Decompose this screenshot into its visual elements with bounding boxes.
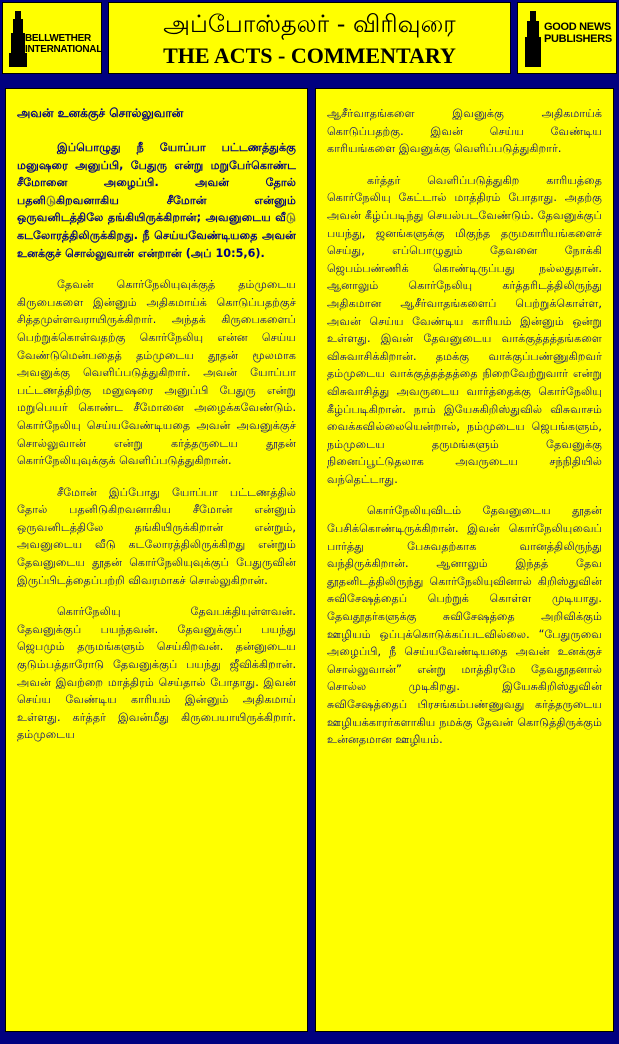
paragraph-continued: ஆசீர்வாதங்களை இவனுக்கு அதிகமாய்க் கொடுப்பதற்கு. இவன் செய்ய வேண்டிய காரியங்களை இவனுக்கு வெளிப்படுத்துகிறார். bbox=[327, 107, 602, 156]
tower-icon bbox=[522, 9, 544, 69]
section-heading: அவன் உனக்குச் சொல்லுவான் bbox=[17, 106, 184, 120]
right-column bbox=[315, 88, 614, 1032]
title-tamil: அப்போஸ்தலர் - விரிவுரை bbox=[163, 10, 456, 38]
title-english: THE ACTS - COMMENTARY bbox=[163, 43, 456, 68]
bellwether-logo bbox=[2, 2, 102, 74]
title-banner bbox=[108, 2, 511, 74]
good-news-logo-text: GOOD NEWS PUBLISHERS bbox=[544, 21, 612, 45]
paragraph: கொர்நேலியு தேவபக்தியுள்ளவன். தேவனுக்குப் பயந்தவன். தேவனுக்குப் பயந்து ஜெபமும் தருமங்களும் செய்கிறவன். தன்னுடைய குடும்பத்தாரோடு தேவனுக்குப் பயந்து ஜீவிக்கிறான். அவன் இவற்றை மாத்திரம் செய்தால் போதாது. இவன் செய்ய வேண்டிய காரியம் இன்னும் அதிகமாய் உள்ளது. கர்த்தர் இவன்மீது கிருபையாயிருக்கிறார். தம்முடைய bbox=[17, 605, 296, 742]
paragraph: கொர்நேலியுவிடம் தேவனுடைய தூதன் பேசிக்கொண்டிருக்கிறான். இவன் கொர்நேலியுவைப் பார்த்து பேசுவதற்காக வானத்திலிருந்து வந்திருக்கிறான். ஆனாலும் இந்தத் தேவ தூதனிடத்திலிருந்து கொர்நேலியுவினால் கிறிஸ்துவின் சுவிசேஷத்தைப் பெற்றுக் கொள்ள முடியாது. தேவதூதர்களுக்கு சுவிசேஷத்தை அறிவிக்கும் ஊழியம் ஒப்புக்கொடுக்கப்படவில்லை. “பேதுருவை அழைப்பி, நீ செய்யவேண்டியதை அவன் உனக்குச் சொல்லுவான்” என்று மாத்திரமே தேவதூதனால் சொல்ல முடிகிறது. இயேசுகிறிஸ்துவின் சுவிசேஷத்தைப் பிரசங்கம்பண்ணுவது கர்த்தருடைய ஊழியக்காரர்களாகிய நமக்கு தேவன் கொடுத்திருக்கும் உன்னதமான ஊழியம். bbox=[327, 504, 602, 747]
article-columns bbox=[0, 88, 619, 1044]
paragraph: தேவன் கொர்நேலியுவுக்குத் தம்முடைய கிருபைகளை இன்னும் அதிகமாய்க் கொடுப்பதற்குச் சித்தமுள்ளவராயிருக்கிறார். அந்தக் கிருபைகளைப் பெற்றுக்கொள்வதற்கு கொர்நேலியு என்ன செய்ய வேண்டுமென்பதைத் தம்முடைய தூதன் மூலமாக அவனுக்கு வெளிப்படுத்துகிறார். அவன் யோப்பா பட்டணத்திற்கு மனுஷரை அனுப்பி பேதுரு என்று மறுபெயர் கொண்ட சீமோனை அழைக்கவேண்டும். கொர்நேலியு செய்யவேண்டியதை அவன் அவனுக்குச் சொல்லுவான் என்று கர்த்தருடைய தூதன் கொர்நேலியுவுக்குக் வெளிப்படுத்துகிறான். bbox=[17, 278, 296, 468]
scripture-quote: இப்பொழுது நீ யோப்பா பட்டணத்துக்கு மனுஷரை அனுப்பி, பேதுரு என்று மறுபேர்கொண்ட சீமோனை அழைப்பி. அவன் தோல் பதனிடுகிறவனாகிய சீமோன் என்னும் ஒருவனிடத்திலே தங்கியிருக்கிறான்; அவனுடைய வீடு கடலோரத்திலிருக்கிறது. நீ செய்யவேண்டியதை அவன் உனக்குச் சொல்லுவான் என்றான் (அப் 10:5,6). bbox=[17, 141, 296, 260]
bellwether-logo-text: BELLWETHER INTERNATIONAL bbox=[25, 33, 103, 55]
header bbox=[0, 0, 619, 78]
paragraph: சீமோன் இப்போது யோப்பா பட்டணத்தில் தோல் பதனிடுகிறவனாகிய சீமோன் என்னும் ஒருவனிடத்திலே தங்கியிருக்கிறான் என்றும், அவனுடைய வீடு கடலோரத்திலிருக்கிறது என்றும் தேவனுடைய தூதன் கொர்நேலியுவுக்குப் பேதுருவின் இருப்பிடத்தைப்பற்றி விவரமாகச் சொல்லுகிறான். bbox=[17, 485, 296, 587]
paragraph: கர்த்தர் வெளிப்படுத்துகிற காரியத்தை கொர்நேலியு கேட்டால் மாத்திரம் போதாது. அதற்கு அவன் கீழ்ப்படிந்து செயல்படவேண்டும். தேவனுக்குப் பயந்து, ஜனங்களுக்கு மிகுந்த தருமகாரியங்களைச் செய்து, எப்பொழுதும் தேவனை நோக்கி ஜெபம்பண்ணிக் கொண்டிருப்பது நல்லதுதான். ஆனாலும் கொர்நேலியு கர்த்தரிடத்திலிருந்து அதிகமான ஆசீர்வாதங்களைப் பெற்றுக்கொள்ள, அவன் செய்ய வேண்டிய காரியம் இன்னும் ஒன்று உள்ளது. இவன் தேவனுடைய வாக்குத்தத்தங்களை விசுவாசிக்கிறான். தமக்கு வாக்குப்பண்ணுகிறவர் தம்முடைய வாக்குத்தத்தத்தை நிறைவேற்றுவார் என்று விசுவாசித்து அவருடைய வார்த்தைக்கு கொர்நேலியு கீழ்ப்படிகிறான். நாம் இயேசுகிறிஸ்துவில் விசுவாசம் வைக்கவில்லையென்றால், நம்முடைய ஜெபங்களும், நம்முடைய தருமங்களும் தேவனுக்கு நினைப்பூட்டுதலாக அவருடைய சந்நிதியில் வந்தெட்டாது. bbox=[327, 173, 602, 486]
good-news-logo bbox=[517, 2, 617, 74]
left-column bbox=[5, 88, 308, 1032]
